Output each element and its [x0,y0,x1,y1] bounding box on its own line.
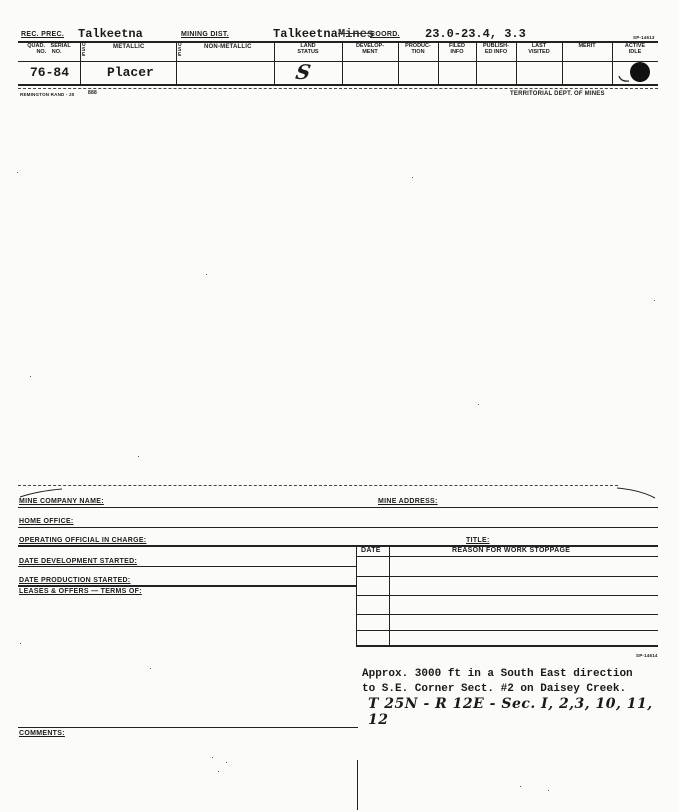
leases-label: LEASES & OFFERS — TERMS OF: [19,588,142,595]
location-line-1: Approx. 3000 ft in a South East direction [362,668,633,680]
stoppage-row [356,630,658,631]
col-last-visited: LAST VISITED [528,43,550,55]
stoppage-row [356,645,658,647]
left-corner-curl-icon [18,486,64,498]
stoppage-row [356,614,658,615]
active-idle-marker [630,62,650,82]
date-production-label: DATE PRODUCTION STARTED: [19,577,131,584]
record-metallic: Placer [107,65,154,80]
stoppage-date-header: DATE [361,547,381,554]
footer-territorial-dept: TERRITORIAL DEPT. OF MINES [510,91,605,97]
col-metallic: METALLIC [113,44,145,50]
location-line-2: to S.E. Corner Sect. #2 on Daisey Creek. [362,683,627,695]
col-use-nonmetallic: USE [178,42,182,58]
col-production: PRODUC- TION [405,43,431,55]
mining-dist-struck: Mines [338,27,375,41]
col-development: DEVELOP- MENT [355,43,385,55]
col-active-idle: ACTIVE IDLE [624,43,646,55]
operating-official-label: OPERATING OFFICIAL IN CHARGE: [19,537,147,544]
title-label: TITLE: [466,537,490,544]
comments-label: COMMENTS: [19,730,65,737]
footer-remington: REMINGTON RAND - 20 [20,92,75,97]
form-number-bottom: SP-14614 [636,653,658,658]
mining-dist-value: Talkeetna [273,27,338,41]
home-office-label: HOME OFFICE: [19,518,74,525]
footer-remington-code: 888 [88,90,97,96]
stoppage-row [356,595,658,596]
record-serial: 76-84 [30,65,70,80]
mining-dist-label: MINING DIST. [181,31,229,38]
corner-curl-icon [615,486,657,500]
rec-prec-label: REC. PREC. [21,31,65,38]
stoppage-reason-header: REASON FOR WORK STOPPAGE [452,547,571,554]
col-published-info: PUBLISH- ED INFO [483,43,509,55]
mine-company-name-label: MINE COMPANY NAME: [19,498,104,505]
col-filed-info: FILED INFO [449,43,465,55]
col-quad-serial: QUAD. SERIAL NO. NO. [27,43,71,55]
col-merit: MERIT [578,43,596,49]
col-land-status: LAND STATUS [297,43,319,55]
mine-address-label: MINE ADDRESS: [378,498,438,505]
top-card-perforation [18,88,658,89]
rec-prec-value: Talkeetna [78,27,143,41]
record-bottom-rule [18,84,658,86]
stoppage-row [356,576,658,577]
record-land-status: S [293,60,313,84]
col-use-metallic: USE [82,42,86,58]
date-development-label: DATE DEVELOPMENT STARTED: [19,558,138,565]
form-number-top: SP-14613 [633,35,655,40]
back-card-perforation [18,485,618,486]
coord-label: COORD. [370,31,400,38]
col-non-metallic: NON-METALLIC [204,44,252,50]
handwritten-legal-description: T 25N - R 12E - Sec. I, 2,3, 10, 11, 12 [368,696,653,728]
coord-value: 23.0-23.4, 3.3 [425,27,526,41]
active-idle-check-icon [618,70,630,80]
